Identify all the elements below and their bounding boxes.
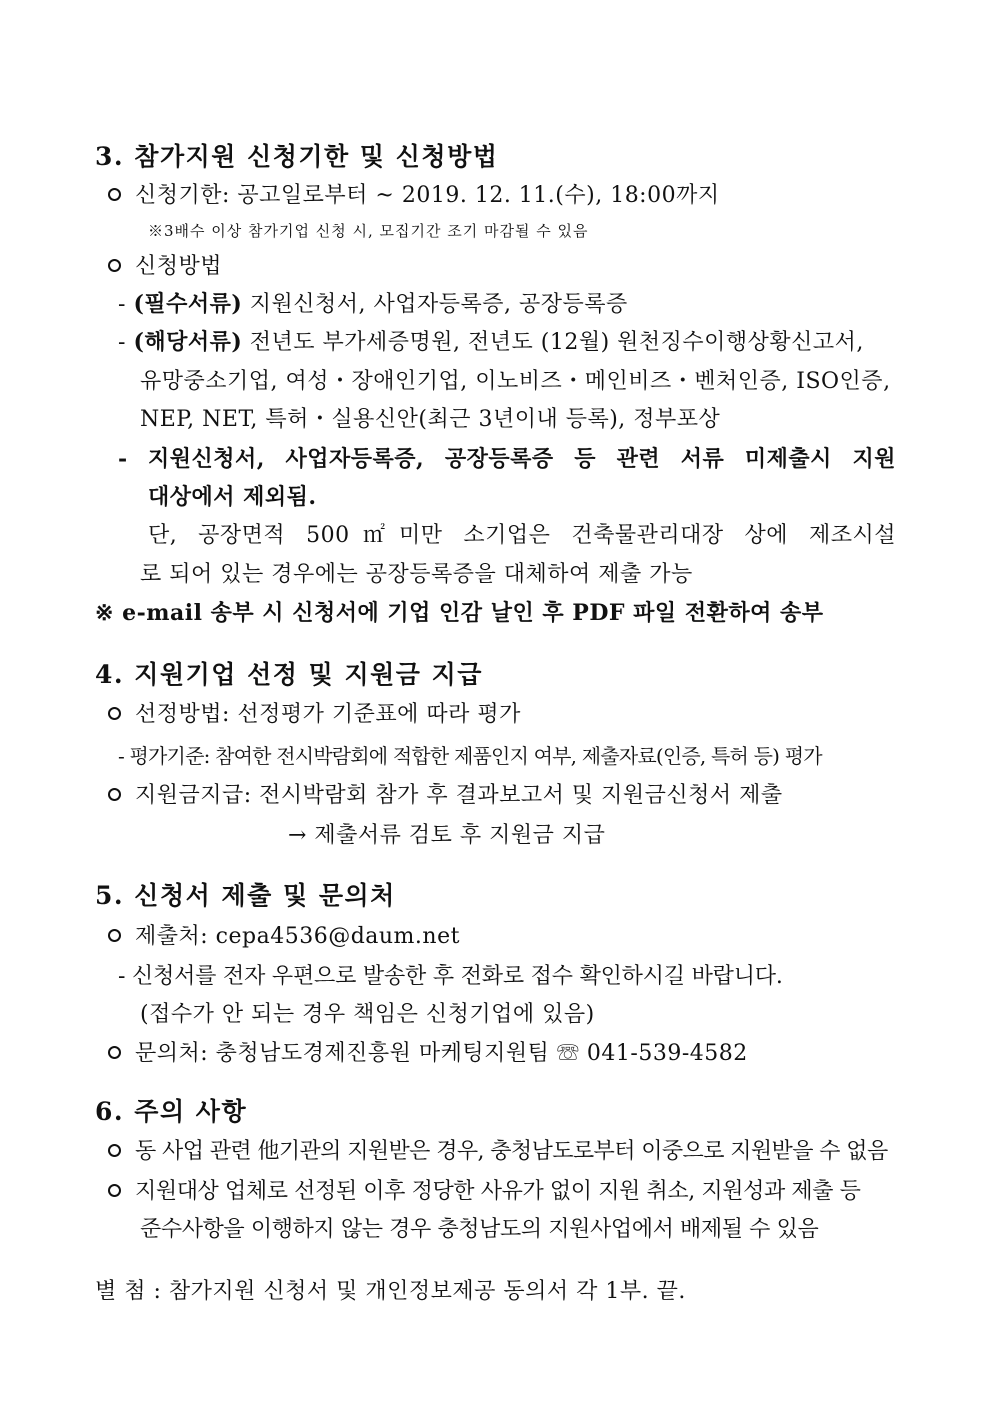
contact-item bbox=[108, 1039, 748, 1069]
section6-heading: 6. 주의 사항 bbox=[95, 1097, 248, 1126]
circle-bullet-icon bbox=[108, 188, 121, 201]
circle-bullet-icon bbox=[108, 259, 121, 272]
caution-text2-line1: 지원대상 업체로 선정된 이후 정당한 사유가 없이 지원 취소, 지원성과 제출 등 bbox=[135, 1179, 861, 1204]
section3-heading: 3. 참가지원 신청기한 및 신청방법 bbox=[95, 142, 499, 171]
caution-text1: 동 사업 관련 他기관의 지원받은 경우, 충청남도로부터 이중으로 지원받을 수 없음 bbox=[135, 1139, 888, 1164]
section4-heading: 4. 지원기업 선정 및 지원금 지급 bbox=[95, 660, 483, 689]
exclusion-line2: 대상에서 제외됨. bbox=[148, 484, 317, 510]
deadline-text: 신청기한: 공고일로부터 ~ 2019. 12. 11.(수), 18:00까지 bbox=[135, 183, 720, 208]
selection-method-item bbox=[108, 700, 521, 730]
exclusion-line1: 지원신청서, 사업자등록증, 공장등록증 등 관련 서류 미제출시 지원 bbox=[148, 446, 896, 472]
selection-method-text: 선정방법: 선정평가 기준표에 따라 평가 bbox=[135, 702, 521, 727]
payment-next: → 제출서류 검토 후 지원금 지급 bbox=[288, 823, 606, 848]
required-tag: (필수서류) bbox=[133, 291, 243, 317]
relevant-text: 전년도 부가세증명원, 전년도 (12월) 원천징수이행상황신고서, bbox=[242, 330, 864, 355]
circle-bullet-icon bbox=[108, 788, 121, 801]
caution-text2-line2: 준수사항을 이행하지 않는 경우 충청남도의 지원사업에서 배제될 수 있음 bbox=[140, 1217, 819, 1242]
deadline-item bbox=[108, 181, 720, 211]
relevant-docs-line3: NEP, NET, 특허・실용신안(최근 3년이내 등록), 정부포상 bbox=[140, 407, 721, 432]
deadline-note: ※3배수 이상 참가기업 신청 시, 모집기간 조기 마감될 수 있음 bbox=[148, 222, 589, 240]
required-docs bbox=[118, 289, 628, 320]
relevant-tag: (해당서류) bbox=[133, 329, 243, 355]
payment-text: 지원금지급: 전시박람회 참가 후 결과보고서 및 지원금신청서 제출 bbox=[135, 783, 783, 808]
notice-line1: - 신청서를 전자 우편으로 발송한 후 전화로 접수 확인하시길 바랍니다. bbox=[118, 964, 783, 989]
exclusion-dash: - bbox=[118, 446, 128, 472]
caution-item1 bbox=[108, 1137, 888, 1167]
circle-bullet-icon bbox=[108, 1144, 121, 1157]
notice-line2: (접수가 안 되는 경우 책임은 신청기업에 있음) bbox=[140, 1002, 595, 1027]
email-note: ※ e-mail 송부 시 신청서에 기업 인감 날인 후 PDF 파일 전환하여 송부 bbox=[95, 600, 824, 626]
circle-bullet-icon bbox=[108, 1046, 121, 1059]
relevant-docs-line1 bbox=[118, 327, 864, 358]
method-text: 신청방법 bbox=[135, 254, 223, 279]
section5-heading: 5. 신청서 제출 및 문의처 bbox=[95, 881, 396, 910]
required-text: 지원신청서, 사업자등록증, 공장등록증 bbox=[242, 292, 628, 317]
caution-item2 bbox=[108, 1177, 861, 1207]
criteria-line: - 평가기준: 참여한 전시박람회에 적합한 제품인지 여부, 제출자료(인증, 특허 등) 평가 bbox=[118, 744, 822, 768]
dash: - bbox=[118, 292, 134, 317]
circle-bullet-icon bbox=[108, 1184, 121, 1197]
contact-text: 문의처: 충청남도경제진흥원 마케팅지원팀 ☏ 041-539-4582 bbox=[135, 1041, 748, 1066]
relevant-docs-line2: 유망중소기업, 여성・장애인기업, 이노비즈・메인비즈・벤처인증, ISO인증, bbox=[140, 369, 891, 394]
exception-line2: 로 되어 있는 경우에는 공장등록증을 대체하여 제출 가능 bbox=[140, 562, 693, 587]
circle-bullet-icon bbox=[108, 929, 121, 942]
submit-text: 제출처: cepa4536@daum.net bbox=[135, 924, 460, 949]
circle-bullet-icon bbox=[108, 707, 121, 720]
payment-item bbox=[108, 781, 783, 811]
attachment-line: 별 첨 : 참가지원 신청서 및 개인정보제공 동의서 각 1부. 끝. bbox=[95, 1279, 686, 1304]
method-item bbox=[108, 252, 222, 282]
dash: - bbox=[118, 330, 134, 355]
submit-item bbox=[108, 922, 460, 952]
exception-line1: 단, 공장면적 500㎡미만 소기업은 건축물관리대장 상에 제조시설 bbox=[148, 523, 896, 548]
